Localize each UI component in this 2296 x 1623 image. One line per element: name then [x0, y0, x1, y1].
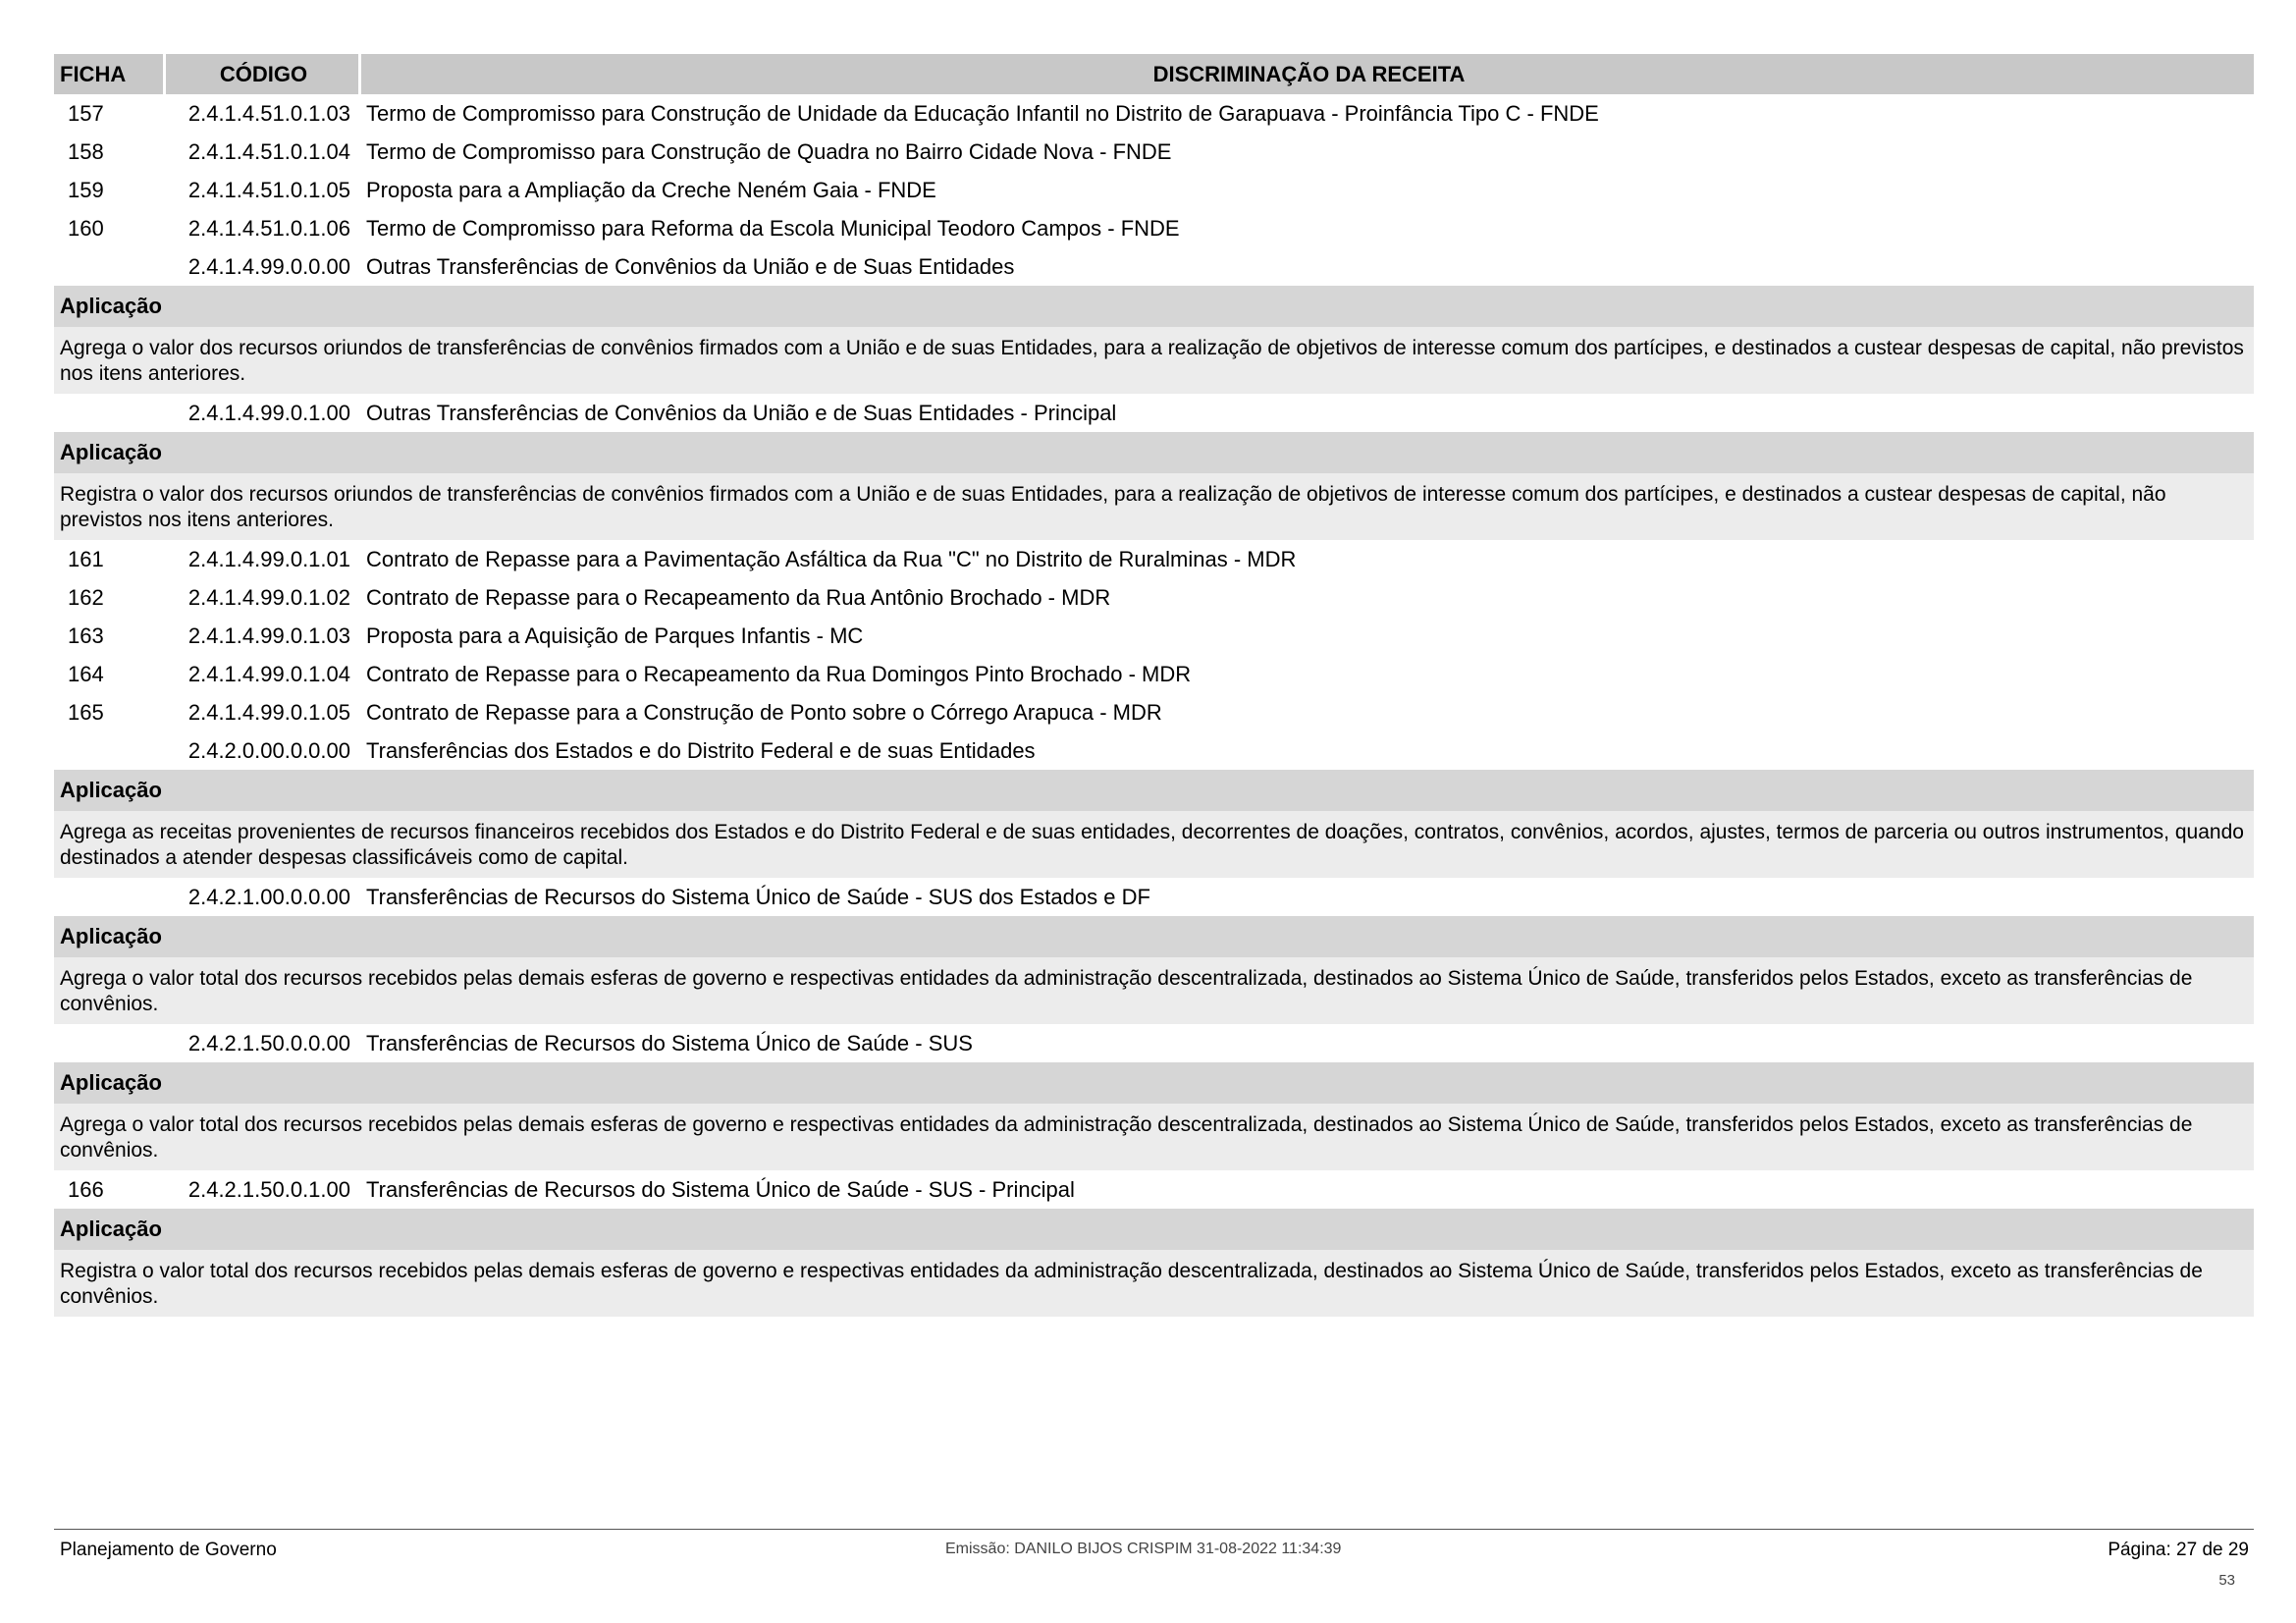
- row-descricao: Outras Transferências de Convênios da União e de Suas Entidades: [366, 253, 1015, 279]
- aplicacao-label: Aplicação: [54, 432, 2254, 473]
- table-row: [54, 578, 2254, 617]
- table-row: [54, 1024, 2254, 1062]
- aplicacao-label: Aplicação: [54, 286, 2254, 327]
- row-descricao: Contrato de Repasse para a Pavimentação Asfáltica da Rua "C" no Distrito de Ruralminas - MDR: [366, 546, 1297, 571]
- footer-divider: [54, 1529, 2254, 1530]
- header-ficha: FICHA: [60, 62, 127, 86]
- aplicacao-text: Agrega o valor total dos recursos recebidos pelas demais esferas de governo e respectivas entidades da administração descentralizada, destinados ao Sistema Único de Saúde, transferidos pelos Estados, exceto as transferências de convênios.: [54, 957, 2254, 1024]
- aplicacao-label: Aplicação: [54, 1062, 2254, 1104]
- row-descricao: Termo de Compromisso para Construção de Quadra no Bairro Cidade Nova - FNDE: [366, 138, 1172, 164]
- aplicacao-text: Agrega o valor total dos recursos recebidos pelas demais esferas de governo e respectivas entidades da administração descentralizada, destinados ao Sistema Único de Saúde, transferidos pelos Estados, exceto as transferências de convênios.: [54, 1104, 2254, 1170]
- aplicacao-label: Aplicação: [54, 916, 2254, 957]
- row-ficha: 163: [68, 622, 104, 648]
- row-codigo: 2.4.2.1.50.0.1.00: [187, 1176, 350, 1202]
- row-ficha: 159: [68, 177, 104, 202]
- row-codigo: 2.4.2.1.50.0.0.00: [187, 1030, 350, 1055]
- row-descricao: Outras Transferências de Convênios da União e de Suas Entidades - Principal: [366, 400, 1117, 425]
- row-descricao: Contrato de Repasse para o Recapeamento da Rua Antônio Brochado - MDR: [366, 584, 1111, 610]
- table-body: [54, 94, 2254, 1317]
- aplicacao-text: Agrega o valor dos recursos oriundos de transferências de convênios firmados com a União e de suas Entidades, para a realização de objetivos de interesse comum dos partícipes, e destinados a custear despesas de capital, não previstos nos itens anteriores.: [54, 327, 2254, 394]
- table-row: [54, 878, 2254, 916]
- footer-sheet-number: 53: [2218, 1572, 2235, 1589]
- row-descricao: Transferências dos Estados e do Distrito Federal e de suas Entidades: [366, 737, 1036, 763]
- row-codigo: 2.4.1.4.99.0.1.00: [187, 400, 350, 425]
- row-ficha: 162: [68, 584, 104, 610]
- footer-emission: Emissão: DANILO BIJOS CRISPIM 31-08-2022 11:34:39: [945, 1541, 1342, 1557]
- table-header: [54, 54, 2254, 94]
- row-descricao: Transferências de Recursos do Sistema Único de Saúde - SUS: [366, 1030, 973, 1055]
- aplicacao-label: Aplicação: [54, 1209, 2254, 1250]
- row-ficha: 157: [68, 100, 104, 126]
- document-table: [54, 54, 2254, 1317]
- row-codigo: 2.4.2.0.00.0.0.00: [187, 737, 350, 763]
- row-ficha: 164: [68, 661, 104, 686]
- header-codigo: CÓDIGO: [169, 54, 358, 94]
- row-ficha: 166: [68, 1176, 104, 1202]
- footer-page: Página: 27 de 29: [2108, 1540, 2249, 1560]
- row-ficha: 165: [68, 699, 104, 725]
- row-descricao: Contrato de Repasse para o Recapeamento da Rua Domingos Pinto Brochado - MDR: [366, 661, 1192, 686]
- table-row: [54, 540, 2254, 578]
- table-row: [54, 655, 2254, 693]
- table-row: [54, 247, 2254, 286]
- table-row: [54, 731, 2254, 770]
- row-descricao: Transferências de Recursos do Sistema Único de Saúde - SUS - Principal: [366, 1176, 1075, 1202]
- row-codigo: 2.4.1.4.51.0.1.04: [187, 138, 350, 164]
- row-descricao: Transferências de Recursos do Sistema Único de Saúde - SUS dos Estados e DF: [366, 884, 1150, 909]
- row-ficha: 158: [68, 138, 104, 164]
- header-descricao: DISCRIMINAÇÃO DA RECEITA: [1152, 62, 1466, 86]
- aplicacao-text: Registra o valor total dos recursos recebidos pelas demais esferas de governo e respectivas entidades da administração descentralizada, destinados ao Sistema Único de Saúde, transferidos pelos Estados, exceto as transferências de convênios.: [54, 1250, 2254, 1317]
- table-row: [54, 171, 2254, 209]
- row-codigo: 2.4.2.1.00.0.0.00: [187, 884, 350, 909]
- row-codigo: 2.4.1.4.51.0.1.03: [187, 100, 350, 126]
- table-row: [54, 617, 2254, 655]
- row-descricao: Termo de Compromisso para Reforma da Escola Municipal Teodoro Campos - FNDE: [366, 215, 1180, 241]
- row-descricao: Termo de Compromisso para Construção de Unidade da Educação Infantil no Distrito de Garapuava - Proinfância Tipo C - FNDE: [366, 100, 1599, 126]
- aplicacao-text: Registra o valor dos recursos oriundos de transferências de convênios firmados com a União e de suas Entidades, para a realização de objetivos de interesse comum dos partícipes, e destinados a custear despesas de capital, não previstos nos itens anteriores.: [54, 473, 2254, 540]
- row-codigo: 2.4.1.4.99.0.1.01: [187, 546, 350, 571]
- table-row: [54, 133, 2254, 171]
- row-codigo: 2.4.1.4.99.0.1.03: [187, 622, 350, 648]
- row-codigo: 2.4.1.4.51.0.1.05: [187, 177, 350, 202]
- row-descricao: Proposta para a Ampliação da Creche Neném Gaia - FNDE: [366, 177, 936, 202]
- table-row: [54, 693, 2254, 731]
- row-codigo: 2.4.1.4.99.0.1.02: [187, 584, 350, 610]
- table-row: [54, 394, 2254, 432]
- row-codigo: 2.4.1.4.51.0.1.06: [187, 215, 350, 241]
- table-row: [54, 209, 2254, 247]
- row-codigo: 2.4.1.4.99.0.0.00: [187, 253, 350, 279]
- table-row: [54, 94, 2254, 133]
- aplicacao-text: Agrega as receitas provenientes de recursos financeiros recebidos dos Estados e do Distrito Federal e de suas entidades, decorrentes de doações, contratos, convênios, acordos, ajustes, termos de parceria ou outros instrumentos, quando destinados a atender despesas classificáveis como de capital.: [54, 811, 2254, 878]
- table-row: [54, 1170, 2254, 1209]
- row-ficha: 161: [68, 546, 104, 571]
- row-codigo: 2.4.1.4.99.0.1.05: [187, 699, 350, 725]
- row-ficha: 160: [68, 215, 104, 241]
- row-descricao: Contrato de Repasse para a Construção de Ponto sobre o Córrego Arapuca - MDR: [366, 699, 1162, 725]
- footer-title: Planejamento de Governo: [60, 1540, 277, 1560]
- row-codigo: 2.4.1.4.99.0.1.04: [187, 661, 350, 686]
- row-descricao: Proposta para a Aquisição de Parques Infantis - MC: [366, 622, 864, 648]
- aplicacao-label: Aplicação: [54, 770, 2254, 811]
